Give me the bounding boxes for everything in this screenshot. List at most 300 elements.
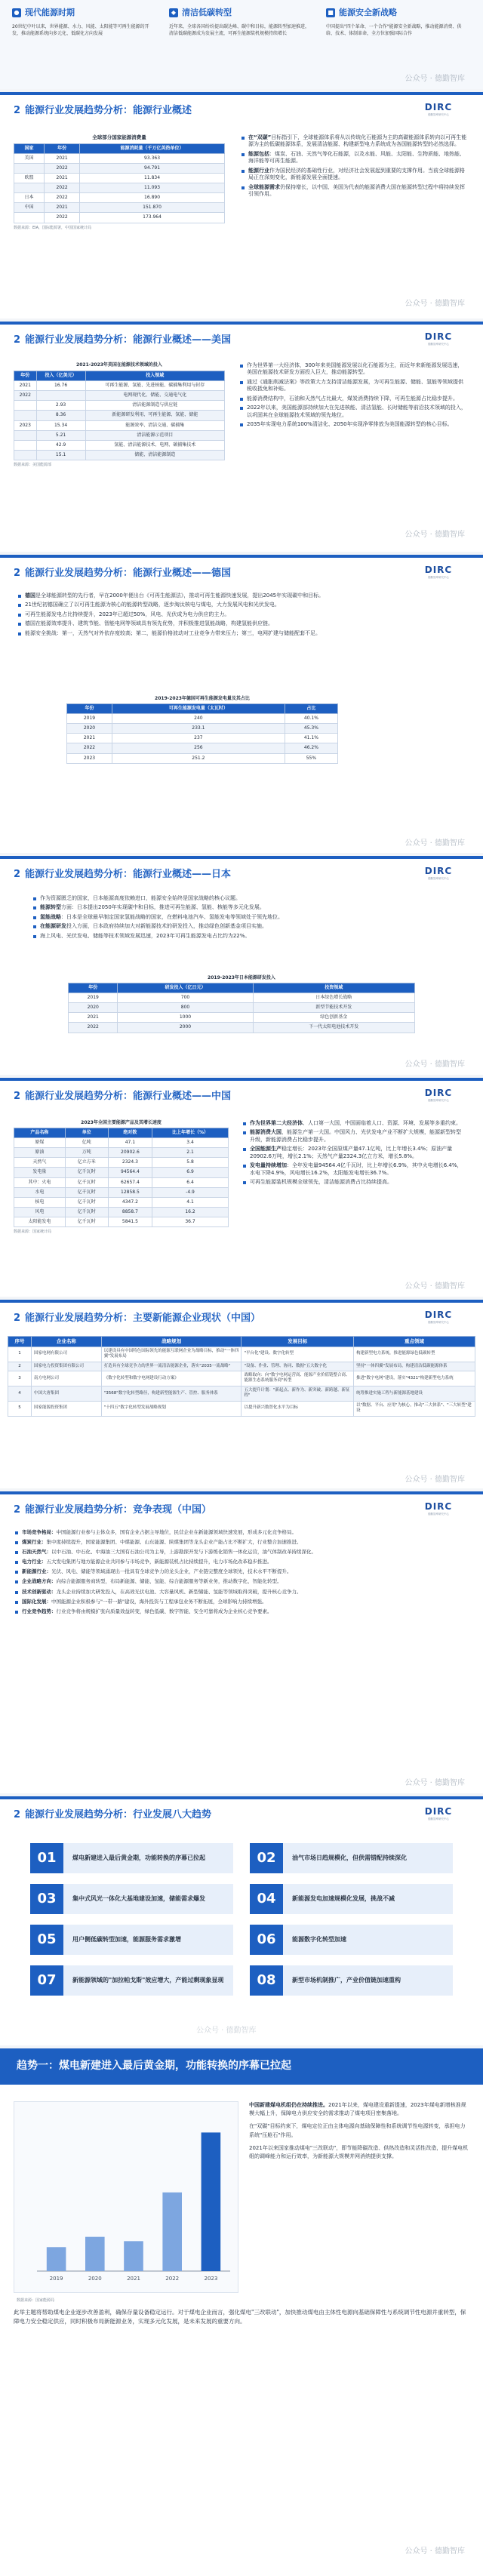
table-cell <box>14 440 37 450</box>
trend-tile <box>30 1843 233 1873</box>
table-cell: 151.870 <box>80 203 225 213</box>
table-row <box>14 450 225 460</box>
table-cell: 天然气 <box>14 1158 66 1168</box>
table-cell <box>14 163 45 173</box>
bullet-item <box>18 611 463 618</box>
watermark: 公众号 · 德勤智库 <box>405 1476 465 1484</box>
table-cell: 2.1 <box>152 1148 229 1158</box>
bullet-text: ，能源生产第一大国。中国风力、光伏发电产业不断扩大规模，能源新型转型升级，新能源消费占比稳步提升。 <box>250 1129 461 1143</box>
table-cell: 亿千瓦时 <box>65 1197 108 1207</box>
table-cell: 可再生能源、氢能、先进核能、碳捕集利用与封存 <box>85 381 224 391</box>
slide-title: 能源行业发展趋势分析：主要新能源企业现状（中国） <box>25 1313 261 1325</box>
table-cell: 2023 <box>14 420 37 430</box>
bullet-text: 2035年实现电力系统100%清洁化、2050年实现净零排放为美国能源转型的核心目标。 <box>247 421 453 428</box>
table-cell: 中国 <box>14 203 45 213</box>
table-row <box>14 1217 229 1226</box>
table-cell: 绿色创新基金 <box>253 1013 414 1023</box>
bullet-item <box>15 1529 468 1536</box>
table-cell: 核电 <box>14 1197 66 1207</box>
table-cell: 美国 <box>14 153 45 163</box>
paragraph-lead: 中国新建煤电机组仍在持续推进。 <box>249 2102 328 2108</box>
table-cell: 发电量 <box>14 1168 66 1177</box>
coal-power-chart <box>14 2101 238 2293</box>
table-cell: 水电 <box>14 1187 66 1197</box>
x-tick-label: 2021 <box>127 2276 140 2282</box>
bullet-text: 能源安全挑战：第一，天然气对外依存度较高；第二，能源价格波动对工业竞争力带来压力；第三，电网扩建与储能配套不足。 <box>25 629 321 636</box>
bullet-item <box>243 1120 466 1127</box>
bullet-item <box>240 362 466 377</box>
slide-number: 2 <box>14 1504 21 1516</box>
table-cell: 原煤 <box>14 1138 66 1148</box>
bullet-item <box>33 933 456 940</box>
table-header: 年份 <box>45 143 80 153</box>
table-cell: 16.76 <box>36 381 85 391</box>
bullet-text: 光伏、风电、储能等领域涌现出一批具有全球竞争力的龙头企业，产业链完整度全球领先，技术水平不断提升。 <box>51 1568 292 1575</box>
bullet-item <box>242 134 468 149</box>
table-cell: 256 <box>112 743 285 753</box>
table-row <box>14 1168 229 1177</box>
trend-number: 03 <box>30 1884 63 1914</box>
table-cell: 能源效率、清洁交通、碳捕集 <box>85 420 224 430</box>
shield-icon: ■ <box>326 8 335 17</box>
bullet-item <box>240 379 466 393</box>
table-row <box>14 1207 229 1217</box>
bullet-item <box>15 1599 468 1605</box>
table-cell: 47.1 <box>108 1138 152 1148</box>
table-cell: 233.1 <box>112 724 285 734</box>
table-cell: 国家电力投资集团有限公司 <box>31 1362 101 1371</box>
bullet-text: 投入方面，日本政府持续加大对新能源技术的研发投入，推动绿色创新基金项目实施。 <box>66 923 267 930</box>
table-header: 年份 <box>67 704 112 714</box>
table-row <box>14 163 225 173</box>
bullet-text: 中国能源行业参与主体众多，国有企业占据主导地位，民营企业在新能源领域快速发展，形成多元化竞争格局。 <box>56 1529 297 1535</box>
table-cell: 2022 <box>45 213 80 223</box>
table-cell: 20902.6 <box>108 1148 152 1158</box>
bullet-item <box>15 1568 468 1575</box>
table-cell: 2022 <box>69 1023 118 1033</box>
paragraph-text: 在"双碳"目标约束下，煤电定位正由主体电源向基础保障性和系统调节性电源转变，承担电力系统"压舱石"作用。 <box>249 2123 466 2138</box>
trend-label: 新型市场机制推广，产业价值链加速重构 <box>292 1977 401 1984</box>
bullet-lead: 氢能战略 <box>40 913 61 920</box>
table-cell: 南方电网公司 <box>31 1371 101 1386</box>
table-cell: 日本 <box>14 193 45 203</box>
trend-number: 06 <box>250 1925 283 1955</box>
trend-analysis-text <box>249 2101 469 2165</box>
bullet-lead: 企业战略方向： <box>22 1578 57 1585</box>
table-cell: 其中：火电 <box>14 1177 66 1187</box>
watermark: 公众号 · 德勤智库 <box>405 1060 465 1069</box>
japan-rd-table <box>68 975 415 1033</box>
table-row <box>69 1003 415 1013</box>
bullet-text: 德国在能源效率提升、建筑节能、智能电网等领域具有领先优势，并积极推进氢能战略，构建氢能供应链。 <box>25 620 273 627</box>
table-cell: 5841.5 <box>108 1217 152 1226</box>
table-cell: 国家电网有限公司 <box>31 1346 101 1362</box>
table-cell: 国家能源投资集团 <box>31 1401 101 1416</box>
dirc-logo: DIRC 德勤智库研究中心 <box>424 1088 453 1103</box>
concept-cards <box>0 0 483 89</box>
table-row <box>14 1148 229 1158</box>
analysis-paragraph <box>249 2101 469 2118</box>
table-cell: "3568"数字化转型路径，构建新型能源生产、管控、服务体系 <box>101 1386 242 1401</box>
table-cell: 94564.4 <box>108 1168 152 1177</box>
table-header: 国家 <box>14 143 45 153</box>
bar <box>124 2241 143 2271</box>
table-cell <box>14 430 37 440</box>
table-cell: 15.34 <box>36 420 85 430</box>
watermark: 公众号 · 德勤智库 <box>405 300 465 308</box>
table-cell: 2000 <box>118 1023 253 1033</box>
table-cell: 12858.5 <box>108 1187 152 1197</box>
slide-number: 2 <box>14 1809 21 1821</box>
trend-label: 能源数字化转型加速 <box>292 1936 346 1944</box>
table-cell: 5.21 <box>36 430 85 440</box>
bullet-text: ：煤炭、石油、天然气等化石能源，以及水能、风能、太阳能、生物质能、地热能、海洋能等可再生能源。 <box>248 150 465 165</box>
source-note: 数据来源：国家统计局 <box>14 1230 52 1235</box>
trend-grid <box>30 1843 453 1996</box>
bullet-text: ：全年发电量94564.4亿千瓦时，比上年增长6.9%，其中火电增长6.4%，水电下降4.9%，风电增长16.2%，太阳能发电增长36.7%。 <box>250 1162 463 1176</box>
table-cell: 新型节能技术开发 <box>253 1003 414 1013</box>
watermark: 公众号 · 德勤智库 <box>405 839 465 848</box>
japan-bullets <box>33 895 456 942</box>
table-cell: 15.1 <box>36 450 85 460</box>
table-cell: 41.1% <box>285 734 337 743</box>
dirc-logo: DIRC 德勤智库研究中心 <box>424 102 453 117</box>
bullet-text: 行业竞争将由规模扩张向质量效益转变，绿色低碳、数字智能、安全可靠将成为企业核心竞争要素。 <box>56 1608 272 1614</box>
bullet-item <box>18 592 463 599</box>
source-note: 数据来源：美国能源部 <box>14 462 52 467</box>
bullet-lead: 技术创新驱动： <box>22 1588 57 1595</box>
table-row <box>67 743 338 753</box>
slide-japan <box>0 856 483 1075</box>
table-row <box>8 1386 475 1401</box>
usa-bullets <box>240 362 466 431</box>
table-cell <box>14 401 37 411</box>
table-row <box>14 1138 229 1148</box>
card-text: 中国提出"四个革命、一个合作"能源安全新战略，推动能源消费、供给、技术、体制革命，全方位加强国际合作 <box>326 23 462 36</box>
table-row <box>14 203 225 213</box>
trend-number: 04 <box>250 1884 283 1914</box>
trend-tile <box>250 1965 453 1996</box>
table-row <box>67 724 338 734</box>
card-title: 清洁低碳转型 <box>182 8 232 17</box>
table-cell: 16.890 <box>80 193 225 203</box>
x-tick-label: 2019 <box>49 2276 63 2282</box>
table-row <box>14 401 225 411</box>
table-cell: 清洁能源制造与供应链 <box>85 401 224 411</box>
bullet-text: 向综合能源服务商转型，布局新能源、储能、氢能、综合能源服务等新业务，推动数字化、智能化转型。 <box>56 1578 282 1585</box>
table-cell: 统筹推进实施工程与新能源基地建设 <box>354 1386 475 1401</box>
overview-bullets <box>242 134 468 201</box>
watermark: 公众号 · 德勤智库 <box>405 2547 465 2556</box>
table-header: 序号 <box>8 1337 32 1347</box>
table-cell <box>14 411 37 420</box>
table-row <box>8 1362 475 1371</box>
table-cell: 94.791 <box>80 163 225 173</box>
x-tick-label: 2020 <box>88 2276 102 2282</box>
bullet-item <box>33 904 456 911</box>
table-cell: 3 <box>8 1371 32 1386</box>
slide-number: 2 <box>14 869 21 881</box>
table-cell: 2022 <box>67 743 112 753</box>
table-cell: 800 <box>118 1003 253 1013</box>
bullet-text: 可再生能源发电占比持续提升，2023年已超过50%，风电、光伏成为电力供应的主力。 <box>25 611 230 617</box>
table-cell <box>14 183 45 193</box>
table-cell: 储能、清洁能源制造 <box>85 450 224 460</box>
bullet-item <box>240 395 466 402</box>
slide-overview <box>0 92 483 319</box>
conclusion-text: 此举主题将帮助煤电企业逐步改善盈利，确保存量设备稳定运行。对于煤电企业而言，强化煤电"三改联动"，加快推动煤电由主体性电源向基础保障性与系统调节性电源并重转型，保障电力安全稳定供应，同时积极布局新能源业务，实现多元化发展，是未来发展的重要方向。 <box>14 2309 466 2325</box>
slide-eight-trends <box>0 1796 483 2045</box>
table-row <box>14 153 225 163</box>
usa-investment-table <box>14 362 225 468</box>
table-cell: 以建设具有中国特色国际领先的能源互联网企业为战略目标，推动"一体四翼"发展布局 <box>101 1346 242 1362</box>
table-row <box>14 183 225 193</box>
table-cell: 欧盟 <box>14 174 45 183</box>
slide-trend-one <box>0 2048 483 2576</box>
table-cell: 46.2% <box>285 743 337 753</box>
table-cell: 36.7 <box>152 1217 229 1226</box>
table-cell: 万吨 <box>65 1148 108 1158</box>
dirc-logo: DIRC 德勤智库研究中心 <box>424 1806 453 1821</box>
table-row <box>14 440 225 450</box>
trend-label: 新能源发电加速规模化发展，挑战不减 <box>292 1895 395 1903</box>
bullet-item <box>18 630 463 637</box>
card-title: 能源安全新战略 <box>339 8 397 17</box>
competition-bullets <box>15 1529 468 1618</box>
slide-title: 能源行业发展趋势分析：行业发展八大趋势 <box>25 1809 212 1821</box>
table-header: 企业名称 <box>31 1337 101 1347</box>
table-cell: 42.9 <box>36 440 85 450</box>
bullet-text: 能源消费结构中，石油和天然气占比最大，煤炭消费持续下降，可再生能源占比稳步提升。 <box>247 395 458 402</box>
analysis-paragraph <box>249 2144 469 2161</box>
table-cell: 亿千瓦时 <box>65 1207 108 1217</box>
trend-conclusion <box>14 2308 469 2326</box>
table-cell: 45.3% <box>285 724 337 734</box>
table-cell: 2022 <box>45 183 80 193</box>
analysis-paragraph <box>249 2122 469 2139</box>
table-cell: 2021 <box>45 153 80 163</box>
table-row <box>14 193 225 203</box>
table-cell: 风电 <box>14 1207 66 1217</box>
watermark: 公众号 · 德勤智库 <box>405 531 465 539</box>
trend-number: 08 <box>250 1965 283 1996</box>
slide-number: 2 <box>14 1313 21 1325</box>
bullet-lead: 能源行业 <box>248 167 269 174</box>
table-row <box>14 1177 229 1187</box>
bullet-item <box>242 168 468 182</box>
x-tick-label: 2023 <box>204 2276 218 2282</box>
trend-number: 02 <box>250 1843 283 1873</box>
table-cell: 6.4 <box>152 1177 229 1187</box>
table-header: 投入（亿美元） <box>36 371 85 381</box>
slide-title: 能源行业发展趋势分析：能源行业概述——中国 <box>25 1091 232 1103</box>
table-cell: 电网现代化、储能、交通电气化 <box>85 391 224 401</box>
table-cell: 战略取向：向"数字电网运营商、能源产业价值链整合商、能源生态系统服务商"转型 <box>242 1371 354 1386</box>
table-cell: 2022 <box>45 163 80 173</box>
slide-number: 2 <box>14 568 21 580</box>
bullet-item <box>243 1146 466 1160</box>
table-cell: 173.964 <box>80 213 225 223</box>
bullet-text: 集中度持续提升，国家能源集团、中煤能源、山东能源、陕煤集团等龙头企业产能占比不断扩大，行业整合加速推进。 <box>46 1539 302 1546</box>
table-row <box>14 391 225 401</box>
table-cell: 6.9 <box>152 1168 229 1177</box>
table-cell: 2021 <box>67 734 112 743</box>
table-header: 重点领域 <box>354 1337 475 1347</box>
bullet-lead: 在能源研发 <box>40 923 66 930</box>
slide-companies <box>0 1300 483 1488</box>
table-cell: 2.93 <box>36 401 85 411</box>
energy-consumption-table <box>14 134 225 230</box>
germany-renewables-table <box>66 696 338 764</box>
table-caption: 全球部分国家能源消费量 <box>92 134 146 140</box>
table-cell: 2022 <box>45 193 80 203</box>
bar <box>202 2132 221 2271</box>
table-cell: 5 <box>8 1401 32 1416</box>
slide-title: 能源行业发展趋势分析：能源行业概述 <box>25 105 192 117</box>
trend-tile <box>250 1925 453 1955</box>
table-cell: 亿千瓦时 <box>65 1168 108 1177</box>
slide-header <box>0 328 483 353</box>
slide-header <box>0 1802 483 1828</box>
table-row <box>8 1371 475 1386</box>
bullet-lead: 石油天然气： <box>22 1549 51 1556</box>
trend-tile <box>250 1843 453 1873</box>
dirc-logo: DIRC 德勤智库研究中心 <box>424 565 453 580</box>
concept-card-2 <box>169 8 312 37</box>
table-cell: 2 <box>8 1362 32 1371</box>
table-row <box>14 1197 229 1207</box>
table-header: 发展目标 <box>242 1337 354 1347</box>
table-caption: 2019-2023年日本能源研发投入 <box>208 975 275 980</box>
table-cell: 亿千瓦时 <box>65 1187 108 1197</box>
bullet-lead: 能源包括 <box>248 150 269 157</box>
trend-tile <box>30 1884 233 1914</box>
bullet-lead: 新能源行业： <box>22 1568 51 1575</box>
table-cell: 2021 <box>14 381 37 391</box>
trend-tile <box>30 1965 233 1996</box>
bullet-text: 是全球能源转型的先行者，早在2000年便出台《可再生能源法》，推动可再生能源快速发展，提出2045年实现碳中和目标。 <box>35 592 325 599</box>
table-cell: 清洁能源示范项目 <box>85 430 224 440</box>
dirc-logo: DIRC 德勤智库研究中心 <box>424 331 453 346</box>
search-icon: ● <box>12 8 21 17</box>
table-cell: 16.2 <box>152 1207 229 1217</box>
table-header: 年份 <box>69 983 118 993</box>
table-header: 投资领域 <box>253 983 414 993</box>
table-cell: 2020 <box>67 724 112 734</box>
trend-tile <box>30 1925 233 1955</box>
table-header: 能源消耗量（千万亿英热单位） <box>80 143 225 153</box>
bullet-item <box>15 1539 468 1546</box>
bullet-text: 21世纪初德国确立了以可再生能源为核心的能源转型战略，逐步淘汰核电与煤电，大力发展风电和光伏发电。 <box>25 602 280 608</box>
slide-header <box>0 1306 483 1331</box>
table-cell: 4 <box>8 1386 32 1401</box>
table-caption: 2021-2023年美国在能源技术领域的投入 <box>76 362 162 368</box>
table-cell: 以提升新兴数智化水平为目标 <box>242 1401 354 1416</box>
table-cell: -4.9 <box>152 1187 229 1197</box>
table-cell: 240 <box>112 714 285 724</box>
table-cell: 55% <box>285 753 337 763</box>
trend-title: 趋势一：煤电新建进入最后黄金期，功能转换的序幕已拉起 <box>17 2060 291 2072</box>
concept-card-3 <box>326 8 469 37</box>
bullet-text: 方面：日本提出2050年实现碳中和目标，推进可再生能源、氢能、核能等多元化发展。 <box>61 904 265 911</box>
table-header: 占比 <box>285 704 337 714</box>
bullet-lead: 市场竞争格局： <box>22 1529 57 1535</box>
table-cell: "十四五"数字化转型发展战略规划 <box>101 1401 242 1416</box>
slide-title: 能源行业发展趋势分析：能源行业概述——美国 <box>25 334 232 346</box>
trend-label: 新能源领域的"加拉帕戈斯"效应增大，产能过剩现象显现 <box>72 1977 224 1984</box>
bullet-item <box>242 151 468 165</box>
bullet-item <box>15 1549 468 1556</box>
trend-label: 煤电新建进入最后黄金期，功能转换的序幕已拉起 <box>72 1854 205 1862</box>
table-cell <box>14 213 45 223</box>
table-cell: 93.363 <box>80 153 225 163</box>
source-note: 数据来源：EIA，国际能源署，中国国家统计局 <box>14 225 92 230</box>
table-row <box>14 1158 229 1168</box>
bullet-text: 稳定增长：2023年全国原煤产量47.1亿吨，比上年增长3.4%；原油产量20902.6万吨，增长2.1%；天然气产量2324.3亿立方米，增长5.8%。 <box>250 1146 453 1159</box>
bullet-text: 仍保持增长，以中国、美国为代表的能源消费大国在能源转型过程中将持续发挥引领作用。 <box>248 183 465 198</box>
table-header: 绝对数 <box>108 1128 152 1138</box>
trend-number: 07 <box>30 1965 63 1996</box>
watermark: 公众号 · 德勤智库 <box>196 2027 257 2035</box>
bullet-lead: 电力行业： <box>22 1559 47 1565</box>
table-row <box>14 381 225 391</box>
slide-header <box>0 1084 483 1109</box>
bullet-item <box>240 421 466 428</box>
x-tick-label: 2022 <box>165 2276 180 2282</box>
table-cell: 1 <box>8 1346 32 1362</box>
slide-china <box>0 1078 483 1297</box>
card-title: 现代能源时期 <box>25 8 75 17</box>
table-caption: 2019-2023年德国可再生能源发电量及其占比 <box>155 696 250 701</box>
table-cell: 2020 <box>69 1003 118 1013</box>
bar-chart <box>14 2102 239 2294</box>
table-header: 产品名称 <box>14 1128 66 1138</box>
table-cell: 2023 <box>67 753 112 763</box>
table-header: 比上年增长（%） <box>152 1128 229 1138</box>
slide-header <box>0 1497 483 1523</box>
watermark: 公众号 · 德勤智库 <box>405 75 465 83</box>
table-row <box>14 213 225 223</box>
dirc-logo: DIRC 德勤智库研究中心 <box>424 1310 453 1325</box>
table-cell: 2019 <box>67 714 112 724</box>
dirc-logo: DIRC 德勤智库研究中心 <box>424 1501 453 1516</box>
table-cell: 日本绿色增长战略 <box>253 993 414 1003</box>
slide-number: 2 <box>14 1091 21 1103</box>
table-header: 研发投入（亿日元） <box>118 983 253 993</box>
bullet-lead: 煤炭行业： <box>22 1539 47 1546</box>
table-cell: 5.8 <box>152 1158 229 1168</box>
table-cell: 8858.7 <box>108 1207 152 1217</box>
table-cell: 《数字化转型和数字电网建设行动方案》 <box>101 1371 242 1386</box>
bullet-item <box>15 1608 468 1615</box>
slide-usa <box>0 322 483 552</box>
table-header: 单位 <box>65 1128 108 1138</box>
bullet-item <box>15 1578 468 1585</box>
bullet-item <box>15 1559 468 1565</box>
table-cell: 4.1 <box>152 1197 229 1207</box>
table-cell: 下一代太阳电池技术开发 <box>253 1023 414 1033</box>
table-cell: 700 <box>118 993 253 1003</box>
table-cell: 亿千瓦时 <box>65 1217 108 1226</box>
bullet-lead: 能源转型 <box>40 904 61 911</box>
bullet-text: 海上风电、光伏发电、储能等技术领域发展迅速，2023年可再生能源发电占比约为22%。 <box>40 932 251 939</box>
bullet-item <box>240 405 466 419</box>
slide-title: 能源行业发展趋势分析：能源行业概述——日本 <box>25 869 232 881</box>
germany-bullets <box>18 592 463 639</box>
bullet-lead: 德国 <box>25 592 35 599</box>
table-cell: 11.093 <box>80 183 225 193</box>
slide-number: 2 <box>14 105 21 117</box>
